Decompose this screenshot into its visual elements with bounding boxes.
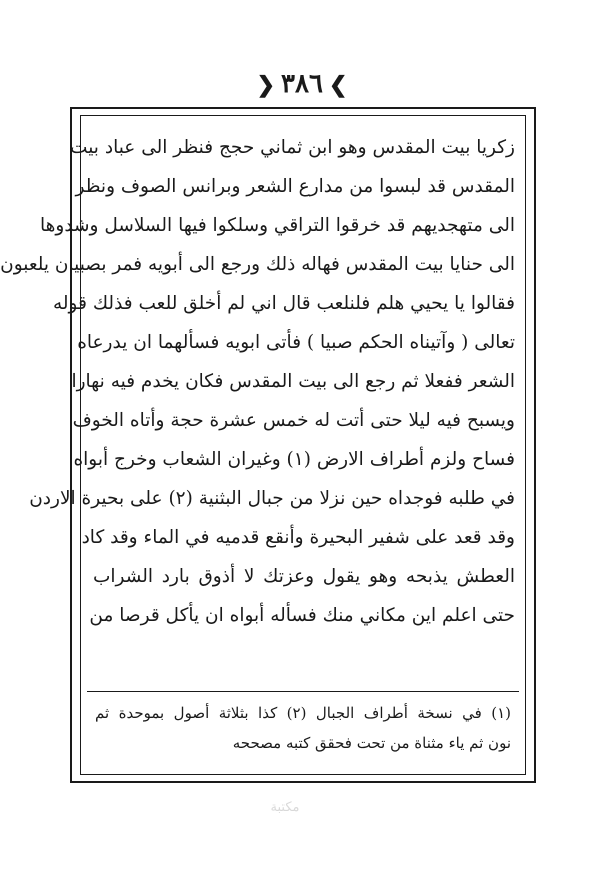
text-line: في طلبه فوجداه حين نزلا من جبال البثنية (٢) على بحيرة الاردن xyxy=(29,488,515,509)
text-line: الى حنايا بيت المقدس فهاله ذلك ورجع الى أبويه فمر بصبيان يلعبون xyxy=(0,254,515,275)
text-line: المقدس قد لبسوا من مدارع الشعر وبرانس الصوف ونظر xyxy=(75,176,515,197)
footnotes xyxy=(95,698,511,758)
text-line: فساح ولزم أطراف الارض (١) وغيران الشعاب وخرج أبواه xyxy=(73,449,515,470)
footnote-line: نون ثم ياء مثناة من تحت فحقق كتبه مصححه xyxy=(232,734,511,752)
footnote-line: (١) في نسخة أطراف الجبال (٢) كذا بثلاثة أصول بموحدة ثم xyxy=(95,704,511,722)
text-line: زكريا بيت المقدس وهو ابن ثماني حجج فنظر الى عباد بيت xyxy=(70,137,515,158)
text-line: الى متهجديهم قد خرقوا التراقي وسلكوا فيها السلاسل وشدوها xyxy=(40,215,515,236)
text-line: العطش يذبحه وهو يقول وعزتك لا أذوق بارد الشراب xyxy=(93,566,515,587)
page-number: ٣٨٦ xyxy=(281,69,323,99)
footnote-divider xyxy=(87,691,519,692)
ornament-left-icon: ❮ xyxy=(328,72,348,98)
page-frame-inner xyxy=(0,115,526,775)
text-line: وقد قعد على شفير البحيرة وأنقع قدميه في الماء وقد كاد xyxy=(81,527,515,548)
page-header xyxy=(0,64,604,105)
text-line: حتى اعلم اين مكاني منك فسأله أبواه ان يأكل قرصا من xyxy=(89,605,515,626)
ornament-right-icon: ❯ xyxy=(256,72,276,98)
text-line: الشعر ففعلا ثم رجع الى بيت المقدس فكان يخدم فيه نهارا xyxy=(71,371,515,392)
body-text xyxy=(0,128,515,635)
text-line: فقالوا يا يحيي هلم فلنلعب قال اني لم أخلق للعب فذلك قوله xyxy=(53,293,515,314)
text-line: تعالى ( وآتيناه الحكم صبيا ) فأتى ابويه فسألهما ان يدرعاه xyxy=(77,332,515,353)
page-frame-outer xyxy=(0,107,536,783)
text-line: ويسبح فيه ليلا حتى أتت له خمس عشرة حجة وأتاه الخوف xyxy=(72,410,515,431)
library-stamp: مكتبة xyxy=(270,800,300,815)
